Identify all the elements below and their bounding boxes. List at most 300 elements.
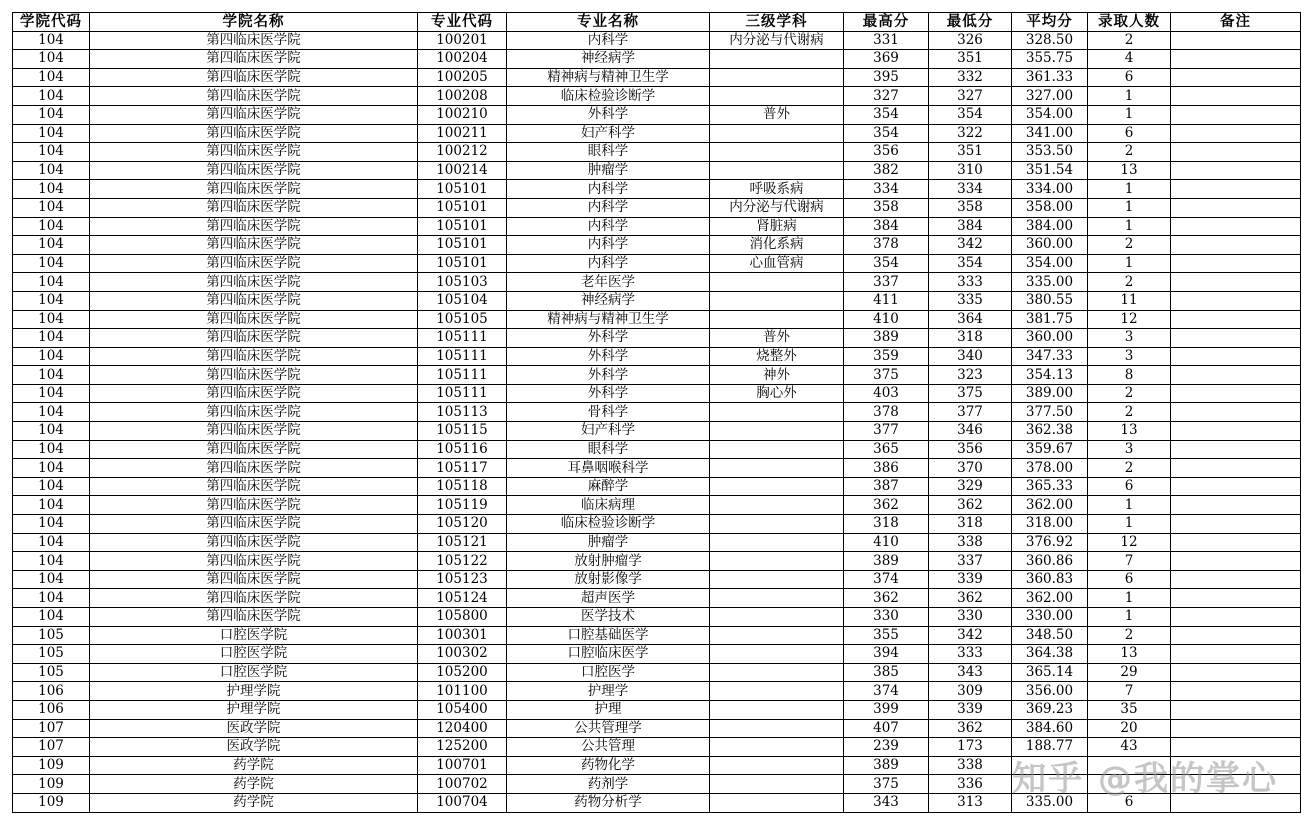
table-cell: 381.75	[1012, 310, 1088, 329]
table-cell: 105111	[418, 329, 507, 348]
table-cell: 1	[1088, 180, 1171, 199]
table-cell: 3	[1088, 347, 1171, 366]
table-cell: 2	[1088, 143, 1171, 162]
table-cell: 第四临床医学院	[90, 50, 418, 69]
table-cell: 104	[13, 161, 90, 180]
table-cell: 355.75	[1012, 50, 1088, 69]
table-cell	[1171, 663, 1301, 682]
table-row	[13, 87, 1301, 106]
table-cell: 389	[844, 329, 929, 348]
table-cell: 334	[844, 180, 929, 199]
table-cell: 403	[844, 384, 929, 403]
table-cell: 354	[929, 254, 1012, 273]
table-cell: 耳鼻咽喉科学	[507, 459, 710, 478]
table-cell: 第四临床医学院	[90, 31, 418, 50]
table-cell: 384	[929, 217, 1012, 236]
table-cell: 第四临床医学院	[90, 589, 418, 608]
table-cell	[1171, 422, 1301, 441]
table-cell: 378	[844, 236, 929, 255]
table-cell: 377.50	[1012, 403, 1088, 422]
table-cell	[710, 533, 844, 552]
table-cell: 337	[844, 273, 929, 292]
table-cell: 347.33	[1012, 347, 1088, 366]
table-row	[13, 422, 1301, 441]
table-cell: 109	[13, 775, 90, 794]
table-cell: 妇产科学	[507, 422, 710, 441]
table-cell: 精神病与精神卫生学	[507, 68, 710, 87]
table-cell	[1171, 161, 1301, 180]
table-cell: 335.00	[1012, 793, 1088, 812]
table-row	[13, 719, 1301, 738]
table-cell	[710, 700, 844, 719]
table-cell: 105118	[418, 477, 507, 496]
table-cell: 356.00	[1012, 682, 1088, 701]
table-cell: 323	[929, 366, 1012, 385]
table-cell: 105101	[418, 198, 507, 217]
table-cell: 377	[929, 403, 1012, 422]
column-header: 学院代码	[13, 13, 90, 32]
table-cell: 口腔基础医学	[507, 626, 710, 645]
table-cell: 365.33	[1012, 477, 1088, 496]
table-cell: 内分泌与代谢病	[710, 31, 844, 50]
table-cell: 100201	[418, 31, 507, 50]
table-cell	[1171, 477, 1301, 496]
table-cell: 109	[13, 756, 90, 775]
table-cell	[1171, 645, 1301, 664]
table-cell: 药物分析学	[507, 793, 710, 812]
table-cell: 105116	[418, 440, 507, 459]
table-cell: 376.92	[1012, 533, 1088, 552]
table-cell: 360.83	[1012, 570, 1088, 589]
table-cell: 340	[929, 347, 1012, 366]
table-cell	[710, 738, 844, 757]
table-cell: 妇产科学	[507, 124, 710, 143]
table-cell	[710, 161, 844, 180]
table-cell: 327.00	[1012, 87, 1088, 106]
table-cell: 364.38	[1012, 645, 1088, 664]
table-cell: 354.00	[1012, 254, 1088, 273]
table-cell: 105111	[418, 366, 507, 385]
table-cell: 105101	[418, 236, 507, 255]
table-cell: 384.00	[1012, 217, 1088, 236]
table-cell: 内科学	[507, 236, 710, 255]
table-row	[13, 273, 1301, 292]
table-cell: 第四临床医学院	[90, 180, 418, 199]
table-cell: 6	[1088, 477, 1171, 496]
column-header: 最低分	[929, 13, 1012, 32]
table-cell: 肾脏病	[710, 217, 844, 236]
table-cell: 老年医学	[507, 273, 710, 292]
table-cell: 105120	[418, 515, 507, 534]
table-cell: 369.23	[1012, 700, 1088, 719]
table-cell: 365	[844, 440, 929, 459]
table-cell: 104	[13, 422, 90, 441]
table-cell: 104	[13, 143, 90, 162]
table-cell: 1	[1088, 515, 1171, 534]
table-cell: 104	[13, 496, 90, 515]
table-cell: 104	[13, 477, 90, 496]
table-cell: 318	[929, 329, 1012, 348]
table-cell	[710, 50, 844, 69]
table-row	[13, 496, 1301, 515]
table-cell: 120400	[418, 719, 507, 738]
column-header: 录取人数	[1088, 13, 1171, 32]
table-cell: 100302	[418, 645, 507, 664]
table-cell: 106	[13, 682, 90, 701]
table-cell: 354	[844, 124, 929, 143]
table-cell	[1171, 459, 1301, 478]
table-row	[13, 329, 1301, 348]
table-cell: 104	[13, 366, 90, 385]
table-cell: 346	[929, 422, 1012, 441]
table-row	[13, 198, 1301, 217]
table-cell: 101100	[418, 682, 507, 701]
table-row	[13, 477, 1301, 496]
table-cell: 外科学	[507, 347, 710, 366]
table-cell	[710, 589, 844, 608]
table-cell: 100211	[418, 124, 507, 143]
table-cell: 6	[1088, 68, 1171, 87]
table-row	[13, 682, 1301, 701]
table-cell: 104	[13, 459, 90, 478]
table-cell: 378	[844, 403, 929, 422]
table-cell: 神外	[710, 366, 844, 385]
table-cell	[1171, 50, 1301, 69]
table-cell	[1171, 198, 1301, 217]
table-row	[13, 700, 1301, 719]
table-cell: 369	[844, 50, 929, 69]
table-cell: 105113	[418, 403, 507, 422]
table-cell: 105115	[418, 422, 507, 441]
table-cell: 第四临床医学院	[90, 254, 418, 273]
table-row	[13, 310, 1301, 329]
table-row	[13, 515, 1301, 534]
table-cell: 105101	[418, 217, 507, 236]
table-row	[13, 124, 1301, 143]
table-cell: 麻醉学	[507, 477, 710, 496]
column-header: 最高分	[844, 13, 929, 32]
table-cell: 第四临床医学院	[90, 143, 418, 162]
table-cell: 100704	[418, 793, 507, 812]
table-cell	[710, 124, 844, 143]
table-cell: 104	[13, 124, 90, 143]
table-cell	[710, 719, 844, 738]
table-cell: 309	[929, 682, 1012, 701]
table-cell: 烧整外	[710, 347, 844, 366]
table-cell: 医政学院	[90, 719, 418, 738]
table-cell: 口腔临床医学	[507, 645, 710, 664]
table-cell: 护理	[507, 700, 710, 719]
table-cell: 100702	[418, 775, 507, 794]
table-cell	[1171, 87, 1301, 106]
table-cell: 339	[929, 700, 1012, 719]
table-cell	[1171, 329, 1301, 348]
table-cell: 104	[13, 31, 90, 50]
table-row	[13, 366, 1301, 385]
table-cell	[710, 682, 844, 701]
table-cell	[710, 68, 844, 87]
table-cell: 外科学	[507, 329, 710, 348]
table-cell	[710, 756, 844, 775]
table-cell	[710, 459, 844, 478]
table-cell: 临床检验诊断学	[507, 87, 710, 106]
table-cell: 口腔医学院	[90, 626, 418, 645]
table-cell	[710, 273, 844, 292]
column-header: 专业名称	[507, 13, 710, 32]
table-cell: 104	[13, 105, 90, 124]
table-cell: 389	[844, 756, 929, 775]
table-cell	[1171, 105, 1301, 124]
table-cell: 内科学	[507, 254, 710, 273]
table-cell: 375	[844, 775, 929, 794]
table-cell: 6	[1088, 793, 1171, 812]
table-cell: 肿瘤学	[507, 533, 710, 552]
table-cell: 100208	[418, 87, 507, 106]
table-cell: 104	[13, 552, 90, 571]
table-cell	[710, 496, 844, 515]
table-cell: 内科学	[507, 31, 710, 50]
table-cell: 100212	[418, 143, 507, 162]
table-cell: 104	[13, 87, 90, 106]
table-cell: 358.00	[1012, 198, 1088, 217]
table-cell: 104	[13, 180, 90, 199]
table-cell	[1171, 515, 1301, 534]
table-cell: 329	[929, 477, 1012, 496]
table-cell: 342	[929, 236, 1012, 255]
table-cell: 护理学院	[90, 682, 418, 701]
header-row	[13, 13, 1301, 32]
table-cell: 105122	[418, 552, 507, 571]
table-cell: 339	[929, 570, 1012, 589]
table-cell: 104	[13, 236, 90, 255]
table-cell: 173	[929, 738, 1012, 757]
admission-score-table	[12, 12, 1301, 813]
table-cell: 104	[13, 440, 90, 459]
table-row	[13, 50, 1301, 69]
table-row	[13, 68, 1301, 87]
table-cell: 330.00	[1012, 608, 1088, 627]
table-row	[13, 459, 1301, 478]
table-cell	[710, 477, 844, 496]
table-cell: 364	[929, 310, 1012, 329]
table-cell: 13	[1088, 422, 1171, 441]
table-cell: 356	[929, 440, 1012, 459]
table-cell: 口腔医学院	[90, 645, 418, 664]
table-cell: 43	[1088, 738, 1171, 757]
table-cell: 护理学	[507, 682, 710, 701]
table-cell: 410	[844, 310, 929, 329]
table-cell	[1171, 180, 1301, 199]
table-cell: 105121	[418, 533, 507, 552]
table-cell: 105104	[418, 291, 507, 310]
table-cell: 354	[844, 254, 929, 273]
table-cell: 2	[1088, 273, 1171, 292]
table-cell: 105101	[418, 180, 507, 199]
table-cell: 351	[929, 50, 1012, 69]
table-cell: 105200	[418, 663, 507, 682]
table-cell: 334	[929, 180, 1012, 199]
table-cell: 362	[844, 589, 929, 608]
table-cell	[1171, 291, 1301, 310]
table-cell	[710, 422, 844, 441]
table-cell: 318.00	[1012, 515, 1088, 534]
table-cell: 13	[1088, 161, 1171, 180]
table-cell: 380.55	[1012, 291, 1088, 310]
table-cell: 105111	[418, 347, 507, 366]
table-cell: 362	[844, 496, 929, 515]
table-cell: 外科学	[507, 366, 710, 385]
table-cell: 104	[13, 589, 90, 608]
table-cell: 105103	[418, 273, 507, 292]
table-cell: 106	[13, 700, 90, 719]
table-cell: 13	[1088, 645, 1171, 664]
table-cell: 1	[1088, 105, 1171, 124]
table-cell: 放射肿瘤学	[507, 552, 710, 571]
table-row	[13, 143, 1301, 162]
table-cell: 105117	[418, 459, 507, 478]
table-cell: 1	[1088, 608, 1171, 627]
table-cell: 呼吸系病	[710, 180, 844, 199]
table-cell: 361.33	[1012, 68, 1088, 87]
table-cell: 7	[1088, 682, 1171, 701]
table-cell	[1171, 143, 1301, 162]
table-row	[13, 626, 1301, 645]
table-cell: 100301	[418, 626, 507, 645]
table-row	[13, 236, 1301, 255]
table-cell: 105	[13, 645, 90, 664]
table-cell: 104	[13, 515, 90, 534]
table-cell: 385	[844, 663, 929, 682]
table-cell: 护理学院	[90, 700, 418, 719]
table-cell: 第四临床医学院	[90, 366, 418, 385]
table-cell: 第四临床医学院	[90, 552, 418, 571]
table-cell: 第四临床医学院	[90, 477, 418, 496]
table-cell: 327	[844, 87, 929, 106]
table-cell	[1171, 682, 1301, 701]
column-header: 三级学科	[710, 13, 844, 32]
table-cell: 普外	[710, 105, 844, 124]
table-cell: 360.86	[1012, 552, 1088, 571]
table-row	[13, 608, 1301, 627]
table-cell: 放射影像学	[507, 570, 710, 589]
table-cell: 11	[1088, 291, 1171, 310]
table-row	[13, 663, 1301, 682]
table-cell: 104	[13, 198, 90, 217]
table-cell	[710, 403, 844, 422]
table-row	[13, 180, 1301, 199]
table-cell: 105119	[418, 496, 507, 515]
table-cell: 骨科学	[507, 403, 710, 422]
table-cell: 358	[929, 198, 1012, 217]
table-cell: 内科学	[507, 180, 710, 199]
table-cell	[710, 608, 844, 627]
table-cell: 337	[929, 552, 1012, 571]
table-cell: 239	[844, 738, 929, 757]
table-cell: 104	[13, 403, 90, 422]
table-cell: 105	[13, 663, 90, 682]
table-cell: 眼科学	[507, 143, 710, 162]
table-cell: 355	[844, 626, 929, 645]
table-row	[13, 347, 1301, 366]
table-body	[13, 31, 1301, 812]
table-cell: 公共管理学	[507, 719, 710, 738]
table-cell: 104	[13, 329, 90, 348]
table-row	[13, 105, 1301, 124]
table-cell: 399	[844, 700, 929, 719]
table-cell: 362.00	[1012, 496, 1088, 515]
table-cell: 12	[1088, 310, 1171, 329]
table-cell: 333	[929, 273, 1012, 292]
table-cell: 第四临床医学院	[90, 273, 418, 292]
table-cell	[1171, 552, 1301, 571]
table-cell	[1171, 719, 1301, 738]
table-cell: 354	[844, 105, 929, 124]
table-cell: 消化系病	[710, 236, 844, 255]
table-cell: 331	[844, 31, 929, 50]
table-cell: 第四临床医学院	[90, 310, 418, 329]
table-cell: 1	[1088, 87, 1171, 106]
table-cell: 354.00	[1012, 105, 1088, 124]
table-cell	[1171, 68, 1301, 87]
table-cell: 343	[929, 663, 1012, 682]
table-row	[13, 254, 1301, 273]
table-row	[13, 440, 1301, 459]
table-cell: 360.00	[1012, 329, 1088, 348]
table-cell: 药剂学	[507, 775, 710, 794]
table-cell	[710, 570, 844, 589]
table-cell: 12	[1088, 533, 1171, 552]
table-cell	[1171, 440, 1301, 459]
table-cell: 105	[13, 626, 90, 645]
table-cell: 104	[13, 254, 90, 273]
table-cell: 351.54	[1012, 161, 1088, 180]
table-cell: 374	[844, 682, 929, 701]
table-cell: 328.50	[1012, 31, 1088, 50]
table-cell: 第四临床医学院	[90, 198, 418, 217]
table-cell: 1	[1088, 217, 1171, 236]
table-cell: 6	[1088, 124, 1171, 143]
column-header: 专业代码	[418, 13, 507, 32]
table-cell: 3	[1088, 329, 1171, 348]
table-cell: 1	[1088, 198, 1171, 217]
table-cell: 338	[929, 533, 1012, 552]
table-cell: 104	[13, 50, 90, 69]
table-cell	[710, 515, 844, 534]
table-cell: 332	[929, 68, 1012, 87]
table-cell: 104	[13, 291, 90, 310]
column-header: 备注	[1171, 13, 1301, 32]
table-cell: 354	[929, 105, 1012, 124]
table-cell: 20	[1088, 719, 1171, 738]
table-cell: 4	[1088, 50, 1171, 69]
table-cell: 2	[1088, 626, 1171, 645]
table-cell	[710, 143, 844, 162]
table-cell: 3	[1088, 440, 1171, 459]
table-cell: 内科学	[507, 198, 710, 217]
table-cell: 第四临床医学院	[90, 236, 418, 255]
table-cell: 356	[844, 143, 929, 162]
table-cell: 第四临床医学院	[90, 329, 418, 348]
table-cell: 药物化学	[507, 756, 710, 775]
table-row	[13, 533, 1301, 552]
table-cell: 神经病学	[507, 291, 710, 310]
table-cell: 410	[844, 533, 929, 552]
table-cell: 105111	[418, 384, 507, 403]
table-cell: 104	[13, 347, 90, 366]
table-cell: 326	[929, 31, 1012, 50]
table-row	[13, 645, 1301, 664]
table-cell	[710, 291, 844, 310]
